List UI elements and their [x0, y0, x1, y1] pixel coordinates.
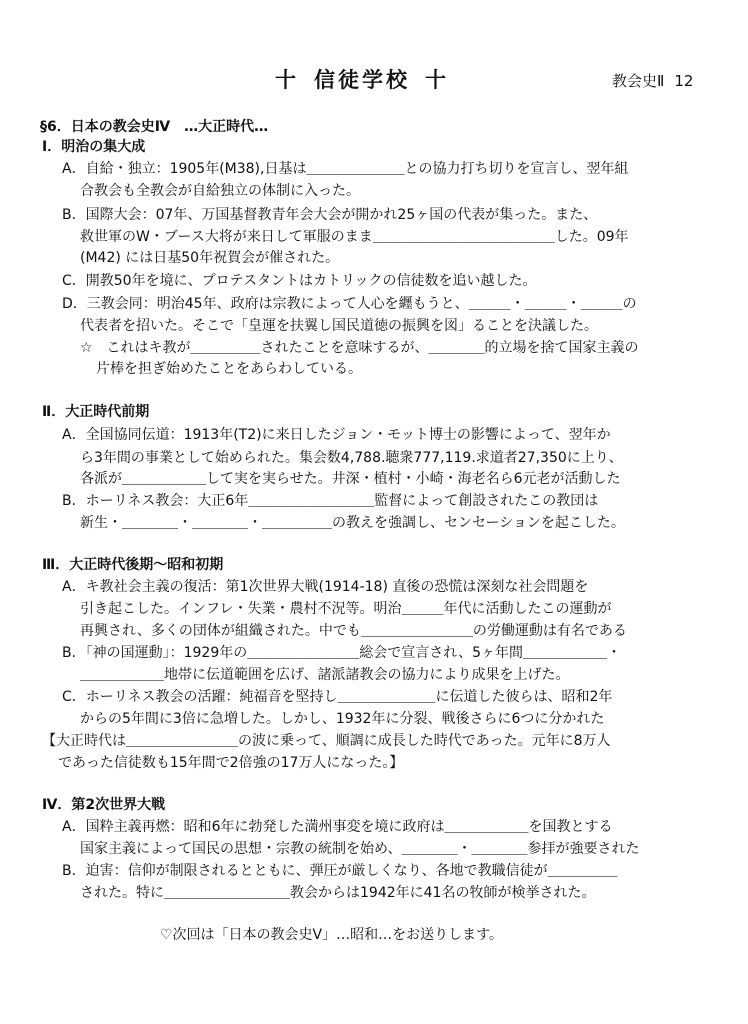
text-line: ＿＿＿＿＿＿地帯に伝道範囲を広げ、諸派諸教会の協力により成果を上げた。	[80, 667, 570, 683]
text-line: 【大正時代は＿＿＿＿＿＿＿＿の波に乗って、順調に成長した時代であった。元年に8万人	[42, 733, 611, 749]
text-line: 片棒を担ぎ始めたことをあらわしている。	[96, 361, 362, 377]
text-line: ら3年間の事業として始められた。集会数4,788.聴衆777,119.求道者27,350に上り、	[80, 450, 623, 466]
text-line: された。特に＿＿＿＿＿＿＿＿＿教会からは1942年に41名の牧師が検挙された。	[80, 885, 596, 901]
text-line: 新生・＿＿＿＿・＿＿＿＿・＿＿＿＿＿の教えを強調し、センセーションを起こした。	[80, 515, 625, 531]
text-line: ☆ これはキ教が＿＿＿＿＿されたことを意味するが、＿＿＿＿的立場を捨て国家主義の	[80, 340, 639, 356]
text-line: C．ホーリネス教会の活躍：純福音を堅持し＿＿＿＿＿＿＿に伝道した彼らは、昭和2年	[62, 689, 613, 705]
text-line: 救世軍のW・ブース大将が来日して軍服のまま＿＿＿＿＿＿＿＿＿＿＿＿＿した。09年	[80, 229, 629, 245]
text-line: (M42) には日基50年祝賀会が催された。	[80, 250, 340, 266]
text-line: 代表者を招いた。そこで「皇運を扶翼し国民道徳の振興を図」ることを決議した。	[80, 318, 598, 334]
text-line: A．国粋主義再燃：昭和6年に勃発した満州事変を境に政府は＿＿＿＿＿＿を国教とする	[62, 819, 613, 835]
cross-right-icon: 十	[425, 68, 449, 92]
text-line: A．キ教社会主義の復活：第1次世界大戦(1914-18) 直後の恐慌は深刻な社会問題を	[62, 579, 589, 595]
text-line: 再興され、多くの団体が組織された。中でも＿＿＿＿＿＿＿＿の労働運動は有名である	[80, 623, 627, 639]
text-line: A．自給・独立：1905年(M38),日基は＿＿＿＿＿＿＿との協力打ち切りを宣言し、翌年組	[62, 161, 629, 177]
page-header	[0, 62, 748, 102]
text-line: A．全国協同伝道：1913年(T2)に来日したジョン・モット博士の影響によって、翌年か	[62, 427, 611, 443]
text-line: 各派が＿＿＿＿＿＿して実を実らせた。井深・植村・小崎・海老名ら6元老が活動した	[80, 471, 621, 487]
section-heading: §6．日本の教会史Ⅳ …大正時代…	[40, 119, 269, 135]
text-line: B．ホーリネス教会：大正6年＿＿＿＿＿＿＿＿＿監督によって創設されたこの教団は	[62, 493, 599, 509]
subsection-heading-2: Ⅱ．大正時代前期	[42, 404, 150, 420]
page-number: 12	[674, 72, 694, 90]
footer-note: ♡次回は「日本の教会史Ⅴ」…昭和…をお送りします。	[160, 927, 504, 943]
cross-left-icon: 十	[275, 68, 299, 92]
text-line: 合教会も全教会が自給独立の体制に入った。	[80, 183, 360, 199]
subsection-heading-1: Ⅰ．明治の集大成	[42, 139, 146, 155]
title-text: 信徒学校	[314, 68, 410, 92]
text-line: 国家主義によって国民の思想・宗教の統制を始め、＿＿＿＿・＿＿＿＿参拝が強要された	[80, 841, 640, 857]
course-label	[612, 70, 693, 91]
text-line: 引き起こした。インフレ・失業・農村不況等。明治＿＿＿年代に活動したこの運動が	[80, 601, 612, 617]
text-line: からの5年間に3倍に急増した。しかし、1932年に分裂、戦後さらに6つに分かれた	[80, 711, 605, 727]
course-name: 教会史Ⅱ	[612, 72, 665, 90]
text-line: D．三教会同：明治45年、政府は宗教によって人心を纒もうと、＿＿＿・＿＿＿・＿＿＿の	[62, 296, 637, 312]
text-line: であった信徒数も15年間で2倍強の17万人になった。】	[58, 755, 404, 771]
page-title	[270, 64, 454, 94]
subsection-heading-3: Ⅲ．大正時代後期～昭和初期	[42, 557, 224, 573]
text-line: B．迫害：信仰が制限されるとともに、弾圧が厳しくなり、各地で教職信徒が＿＿＿＿＿	[62, 863, 618, 879]
text-line: C．開教50年を境に、プロテスタントはカトリックの信徒数を追い越した。	[62, 273, 537, 289]
text-line: B．国際大会：07年、万国基督教青年会大会が開かれ25ヶ国の代表が集った。また、	[62, 207, 598, 223]
text-line: B．「神の国運動」：1929年の＿＿＿＿＿＿＿＿総会で宣言され、5ヶ年間＿＿＿＿＿＿・	[62, 645, 621, 661]
subsection-heading-4: Ⅳ．第2次世界大戦	[42, 797, 166, 813]
